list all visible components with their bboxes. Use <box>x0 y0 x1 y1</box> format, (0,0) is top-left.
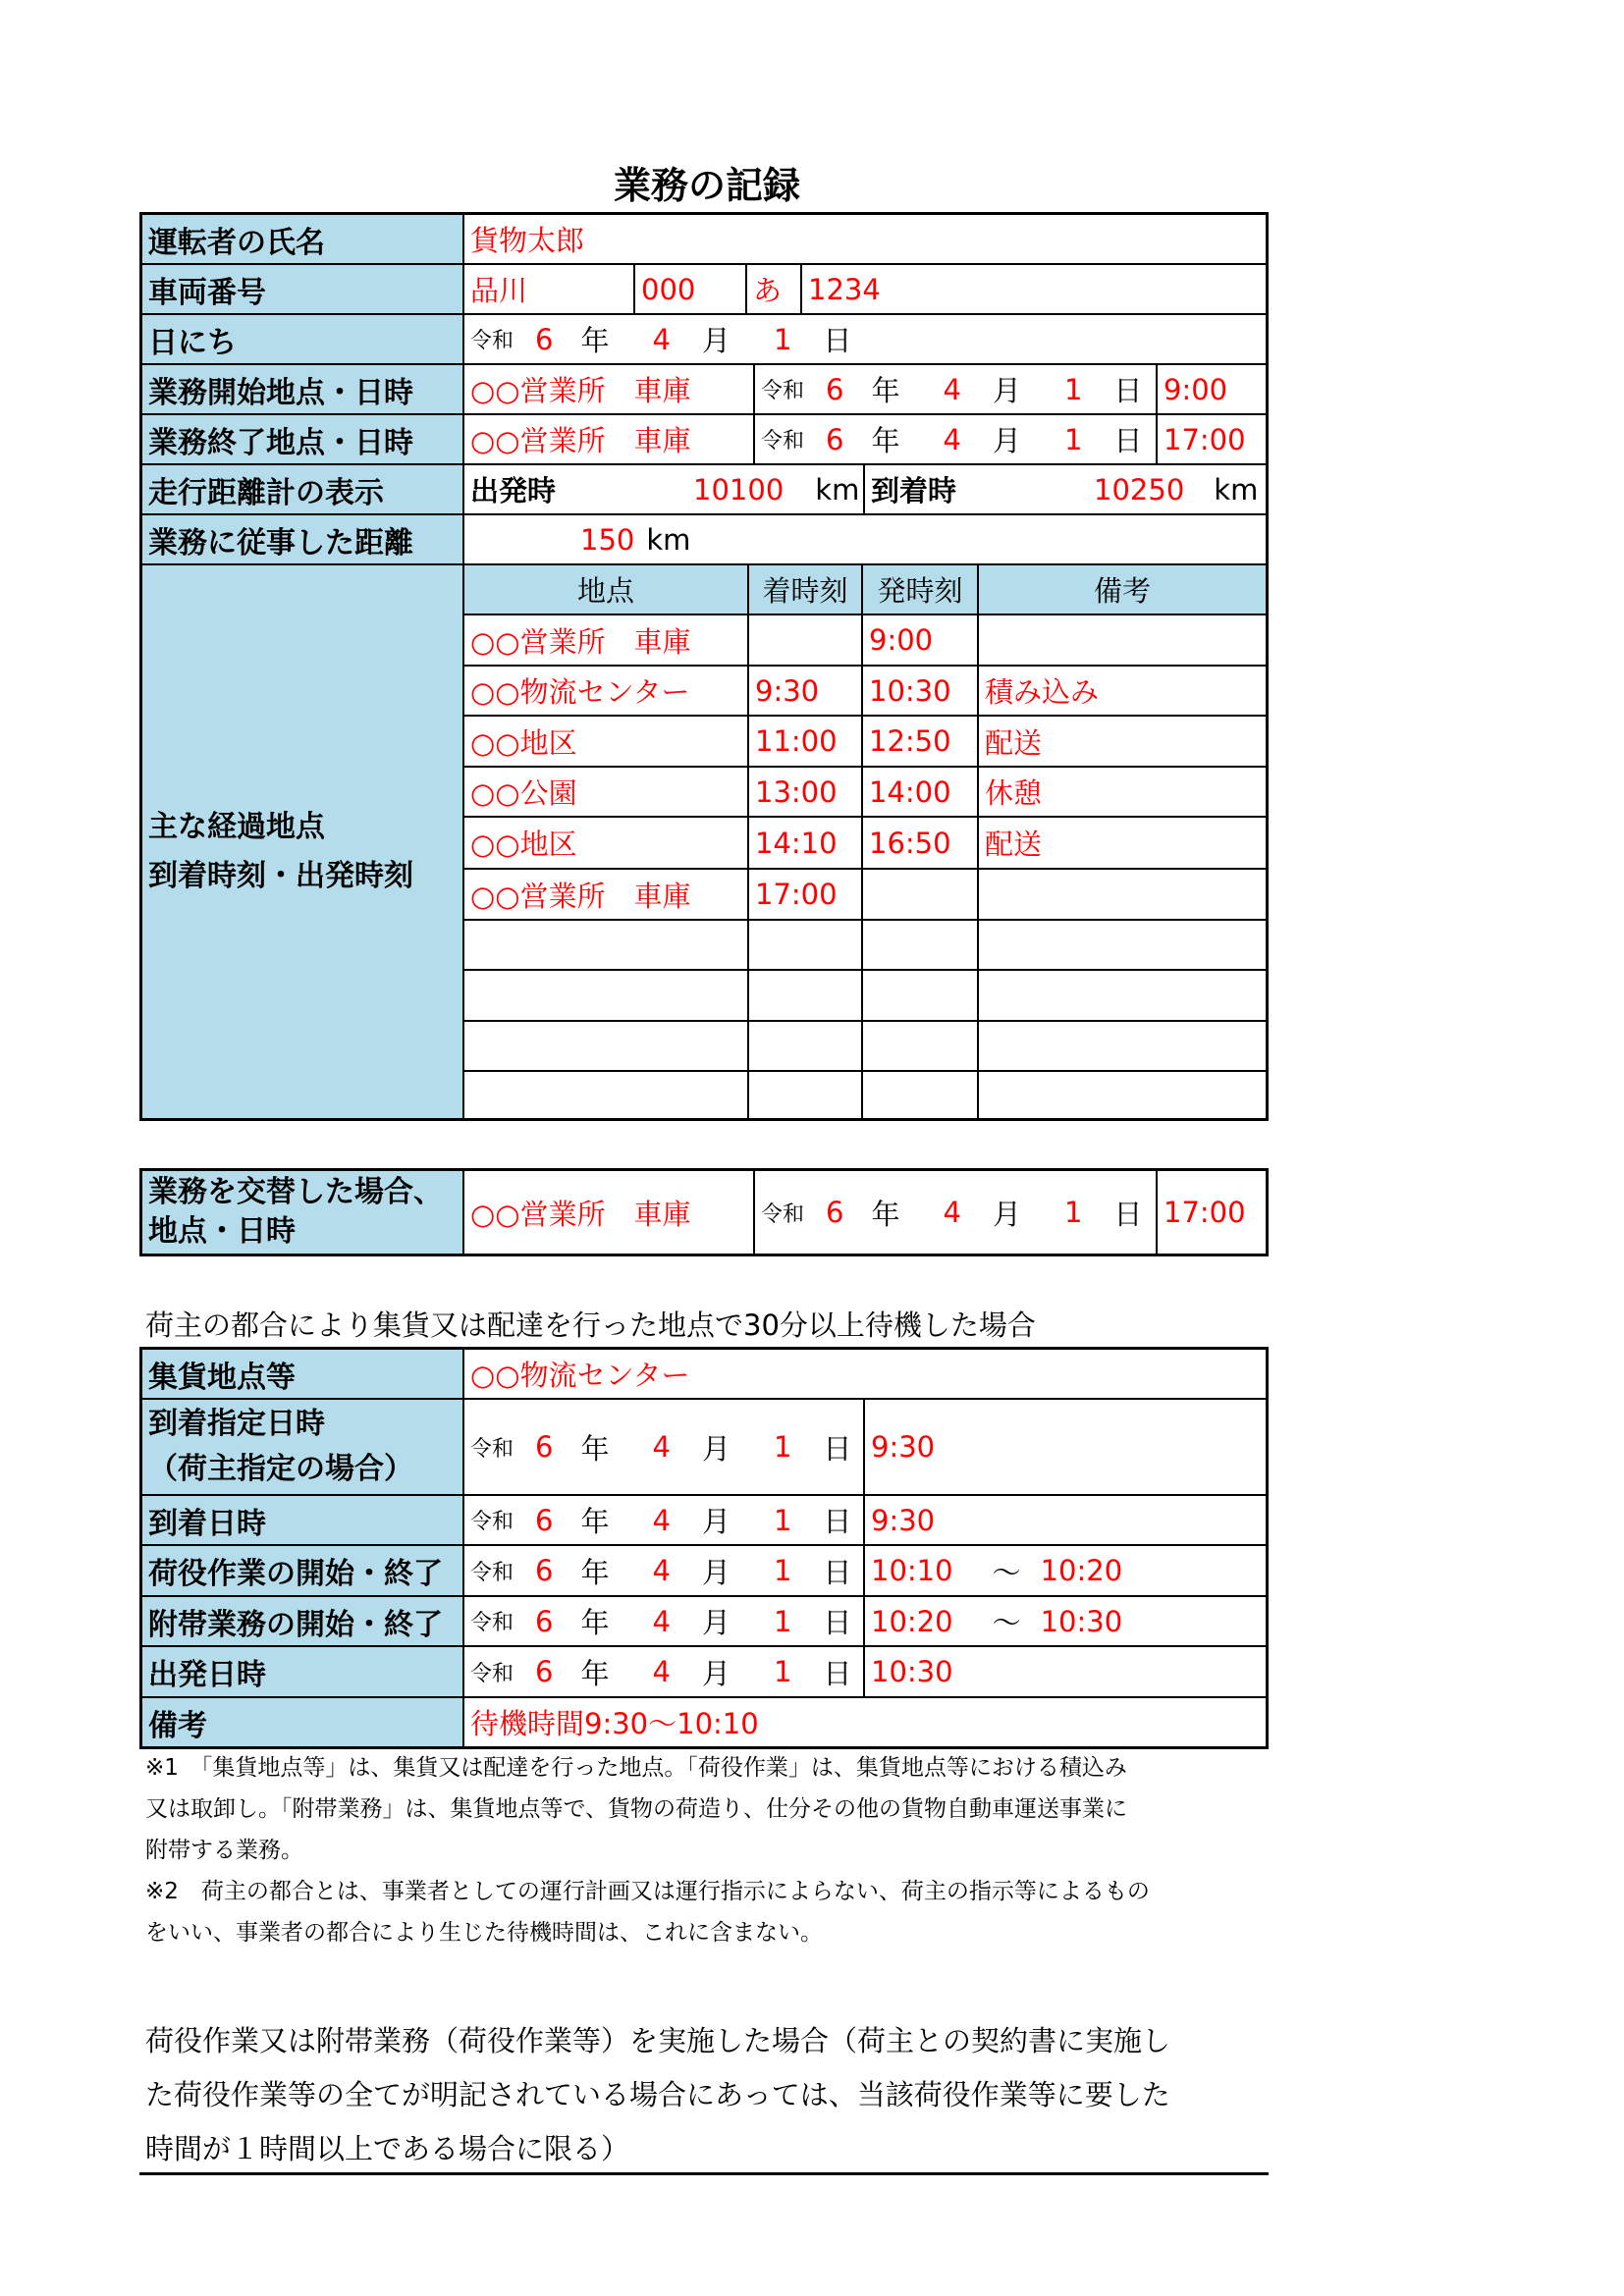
day-unit: 日 <box>1113 424 1143 457</box>
cargo-handling-date-field[interactable] <box>464 1546 865 1597</box>
designated-label <box>142 1400 464 1496</box>
day-unit: 日 <box>823 324 852 357</box>
cargo-handling-day: 1 <box>773 1554 792 1587</box>
arrival-label: 到着日時 <box>142 1496 464 1546</box>
route-remarks[interactable] <box>979 1072 1266 1118</box>
pickup-field[interactable]: ○○物流センター <box>464 1350 1266 1400</box>
end-month: 4 <box>943 422 961 456</box>
day-unit: 日 <box>1113 1197 1143 1231</box>
start-day: 1 <box>1063 372 1083 406</box>
handover-time-field[interactable]: 17:00 <box>1164 1196 1246 1229</box>
route-arrival[interactable]: 9:30 <box>749 667 863 717</box>
start-month: 4 <box>943 372 961 406</box>
distance-field[interactable] <box>464 515 1266 565</box>
end-year: 6 <box>826 422 844 456</box>
route-label-line1: 主な経過地点 <box>148 809 325 844</box>
handover-label-line2: 地点・日時 <box>148 1214 296 1249</box>
designated-day: 1 <box>773 1430 792 1464</box>
route-header-departure: 発時刻 <box>863 565 979 615</box>
handover-label-line1: 業務を交替した場合、 <box>148 1175 443 1209</box>
driver-label: 運転者の氏名 <box>142 215 464 265</box>
route-departure[interactable] <box>863 921 979 971</box>
route-departure[interactable] <box>863 870 979 921</box>
route-departure[interactable]: 14:00 <box>863 768 979 818</box>
route-arrival[interactable]: 17:00 <box>749 870 863 921</box>
route-place[interactable]: ○○地区 <box>464 818 749 870</box>
era-label: 令和 <box>761 379 805 403</box>
ancillary-label: 附帯業務の開始・終了 <box>142 1597 464 1647</box>
route-place[interactable]: ○○公園 <box>464 768 749 818</box>
month-unit: 月 <box>701 1555 731 1589</box>
day-unit: 日 <box>823 1656 852 1690</box>
departure-day: 1 <box>773 1655 792 1688</box>
route-remarks[interactable]: 配送 <box>979 717 1266 768</box>
depart-value: 10100 <box>693 472 785 507</box>
handover-place-field[interactable]: ○○営業所 車庫 <box>464 1171 755 1254</box>
vehicle-class-field[interactable]: 000 <box>635 265 747 315</box>
era-label: 令和 <box>470 329 514 353</box>
tilde: ～ <box>992 1606 1021 1639</box>
year-unit: 年 <box>580 324 610 357</box>
end-label: 業務終了地点・日時 <box>142 415 464 465</box>
year-unit: 年 <box>580 1505 610 1538</box>
era-label: 令和 <box>470 1661 514 1686</box>
km-unit: km <box>815 472 860 507</box>
driver-name-field[interactable]: 貨物太郎 <box>464 215 1266 265</box>
era-label: 令和 <box>761 1201 805 1227</box>
ancillary-month: 4 <box>652 1604 671 1638</box>
end-date-field[interactable] <box>755 415 1158 465</box>
date-day: 1 <box>773 322 792 356</box>
odometer-arrive-field[interactable] <box>865 465 1266 515</box>
date-label: 日にち <box>142 315 464 365</box>
end-place-field[interactable]: ○○営業所 車庫 <box>464 415 755 465</box>
vehicle-kana-field[interactable]: あ <box>747 265 802 315</box>
route-place[interactable]: ○○営業所 車庫 <box>464 870 749 921</box>
designated-month: 4 <box>652 1430 671 1464</box>
era-label: 令和 <box>470 1560 514 1585</box>
cargo-handling-label: 荷役作業の開始・終了 <box>142 1546 464 1597</box>
route-remarks[interactable] <box>979 921 1266 971</box>
departure-label: 出発日時 <box>142 1647 464 1698</box>
month-unit: 月 <box>701 1656 731 1690</box>
odometer-depart-field[interactable] <box>464 465 865 515</box>
handover-day: 1 <box>1063 1196 1083 1229</box>
era-label: 令和 <box>470 1611 514 1635</box>
pickup-label: 集貨地点等 <box>142 1350 464 1400</box>
route-departure[interactable]: 9:00 <box>863 615 979 667</box>
footnote-line: 附帯する業務。 <box>145 1838 303 1863</box>
footnote-line: ※2 荷主の都合とは、事業者としての運行計画又は運行指示によらない、荷主の指示等によるもの <box>145 1879 1150 1904</box>
start-date-field[interactable] <box>755 365 1158 415</box>
route-remarks[interactable] <box>979 971 1266 1022</box>
year-unit: 年 <box>580 1555 610 1589</box>
route-label-line2: 到着時刻・出発時刻 <box>148 858 413 893</box>
month-unit: 月 <box>701 1505 731 1538</box>
vehicle-label: 車両番号 <box>142 265 464 315</box>
handover-table <box>139 1168 1269 1256</box>
route-arrival[interactable]: 11:00 <box>749 717 863 768</box>
route-departure[interactable]: 16:50 <box>863 818 979 870</box>
day-unit: 日 <box>823 1505 852 1538</box>
route-arrival[interactable]: 13:00 <box>749 768 863 818</box>
route-departure[interactable] <box>863 971 979 1022</box>
route-departure[interactable]: 12:50 <box>863 717 979 768</box>
route-arrival[interactable] <box>749 971 863 1022</box>
vehicle-number-field[interactable]: 1234 <box>802 265 1266 315</box>
route-place[interactable] <box>464 1072 749 1118</box>
page-title: 業務の記録 <box>613 164 800 207</box>
month-unit: 月 <box>992 374 1021 407</box>
arrival-day: 1 <box>773 1503 792 1537</box>
handover-year: 6 <box>826 1196 844 1229</box>
arrive-label: 到着時 <box>871 474 957 507</box>
year-unit: 年 <box>871 1197 900 1231</box>
route-arrival[interactable] <box>749 1022 863 1072</box>
arrival-date-field[interactable] <box>464 1496 865 1546</box>
arrival-time-field[interactable]: 9:30 <box>865 1496 1266 1546</box>
month-unit: 月 <box>701 324 731 357</box>
waiting-remarks-field[interactable]: 待機時間9:30～10:10 <box>470 1707 759 1740</box>
waiting-remarks-label: 備考 <box>142 1698 464 1746</box>
designated-label-line2: （荷主指定の場合） <box>148 1452 413 1486</box>
route-place[interactable]: ○○地区 <box>464 717 749 768</box>
route-departure[interactable] <box>863 1072 979 1118</box>
bottom-rule <box>139 2172 1269 2175</box>
day-unit: 日 <box>1113 374 1143 407</box>
depart-label: 出発時 <box>470 474 557 507</box>
route-header-place: 地点 <box>464 565 749 615</box>
footnotes <box>145 1747 1274 1953</box>
day-unit: 日 <box>823 1555 852 1589</box>
end-time-field[interactable]: 17:00 <box>1158 415 1266 465</box>
designated-label-line1: 到着指定日時 <box>148 1407 325 1441</box>
route-remarks[interactable]: 休憩 <box>979 768 1266 818</box>
route-arrival[interactable] <box>749 615 863 667</box>
route-header-remarks: 備考 <box>979 565 1266 615</box>
bottom-heading-line: 荷役作業又は附帯業務（荷役作業等）を実施した場合（荷主との契約書に実施し <box>145 2024 1171 2057</box>
bottom-heading-line: 時間が１時間以上である場合に限る） <box>145 2132 630 2165</box>
ancillary-day: 1 <box>773 1604 792 1638</box>
year-unit: 年 <box>580 1431 610 1466</box>
month-unit: 月 <box>992 1197 1021 1231</box>
route-remarks[interactable] <box>979 1022 1266 1072</box>
ancillary-date-field[interactable] <box>464 1597 865 1647</box>
arrival-year: 6 <box>535 1503 554 1537</box>
ancillary-start: 10:20 <box>871 1604 953 1638</box>
year-unit: 年 <box>871 374 900 407</box>
designated-year: 6 <box>535 1430 554 1464</box>
bottom-heading <box>145 2014 1274 2176</box>
main-record-table <box>139 212 1269 1121</box>
year-unit: 年 <box>580 1606 610 1639</box>
cargo-handling-end: 10:20 <box>1040 1554 1123 1587</box>
waiting-heading: 荷主の都合により集貨又は配達を行った地点で30分以上待機した場合 <box>145 1308 1036 1342</box>
tilde: ～ <box>992 1555 1021 1589</box>
vehicle-region-field[interactable]: 品川 <box>464 265 635 315</box>
start-year: 6 <box>826 372 844 406</box>
designated-date-field[interactable] <box>464 1400 865 1496</box>
handover-date-field[interactable] <box>755 1171 1158 1254</box>
cargo-handling-start: 10:10 <box>871 1554 953 1587</box>
year-unit: 年 <box>871 424 900 457</box>
date-field[interactable] <box>464 315 1266 365</box>
ancillary-time-field[interactable] <box>865 1597 1266 1647</box>
distance-value: 150 <box>580 522 635 557</box>
day-unit: 日 <box>823 1431 852 1466</box>
footnote-line: 又は取卸し。「附帯業務」は、集貨地点等で、貨物の荷造り、仕分その他の貨物自動車運送事業に <box>145 1796 1128 1822</box>
km-unit: km <box>1214 472 1259 507</box>
route-remarks[interactable]: 積み込み <box>979 667 1266 717</box>
month-unit: 月 <box>701 1431 731 1466</box>
designated-time-field[interactable]: 9:30 <box>865 1400 1266 1496</box>
route-remarks[interactable] <box>979 615 1266 667</box>
month-unit: 月 <box>701 1606 731 1639</box>
waiting-table <box>139 1347 1269 1749</box>
start-place-field[interactable]: ○○営業所 車庫 <box>464 365 755 415</box>
route-remarks[interactable] <box>979 870 1266 921</box>
month-unit: 月 <box>992 424 1021 457</box>
date-year: 6 <box>535 322 554 356</box>
cargo-handling-month: 4 <box>652 1554 671 1587</box>
route-place[interactable] <box>464 921 749 971</box>
era-label: 令和 <box>470 1510 514 1534</box>
era-label: 令和 <box>470 1436 514 1462</box>
start-label: 業務開始地点・日時 <box>142 365 464 415</box>
date-month: 4 <box>652 322 671 356</box>
year-unit: 年 <box>580 1656 610 1690</box>
day-unit: 日 <box>823 1606 852 1639</box>
route-arrival[interactable] <box>749 1072 863 1118</box>
footnote-line: ※1 「集貨地点等」は、集貨又は配達を行った地点。「荷役作業」は、集貨地点等における積込み <box>145 1755 1127 1781</box>
bottom-heading-line: た荷役作業等の全てが明記されている場合にあっては、当該荷役作業等に要した <box>145 2078 1170 2111</box>
departure-date-field[interactable] <box>464 1647 865 1698</box>
route-departure[interactable] <box>863 1022 979 1072</box>
km-unit: km <box>646 522 691 557</box>
arrive-value: 10250 <box>1094 472 1185 507</box>
era-label: 令和 <box>761 429 805 454</box>
footnote-line: をいい、事業者の都合により生じた待機時間は、これに含まない。 <box>145 1920 823 1946</box>
route-place[interactable]: ○○物流センター <box>464 667 749 717</box>
distance-label: 業務に従事した距離 <box>142 515 464 565</box>
cargo-handling-year: 6 <box>535 1554 554 1587</box>
ancillary-end: 10:30 <box>1040 1604 1123 1638</box>
ancillary-year: 6 <box>535 1604 554 1638</box>
route-place[interactable] <box>464 971 749 1022</box>
departure-time-field[interactable]: 10:30 <box>865 1647 1266 1698</box>
route-departure[interactable]: 10:30 <box>863 667 979 717</box>
cargo-handling-time-field[interactable] <box>865 1546 1266 1597</box>
odometer-label: 走行距離計の表示 <box>142 465 464 515</box>
route-arrival[interactable]: 14:10 <box>749 818 863 870</box>
end-day: 1 <box>1063 422 1083 456</box>
departure-month: 4 <box>652 1655 671 1688</box>
route-arrival[interactable] <box>749 921 863 971</box>
arrival-month: 4 <box>652 1503 671 1537</box>
route-place[interactable] <box>464 1022 749 1072</box>
route-header-arrival: 着時刻 <box>749 565 863 615</box>
route-remarks[interactable]: 配送 <box>979 818 1266 870</box>
handover-month: 4 <box>943 1196 961 1229</box>
start-time-field[interactable]: 9:00 <box>1158 365 1266 415</box>
route-label <box>142 565 464 1118</box>
route-place[interactable]: ○○営業所 車庫 <box>464 615 749 667</box>
handover-label <box>142 1171 464 1254</box>
departure-year: 6 <box>535 1655 554 1688</box>
